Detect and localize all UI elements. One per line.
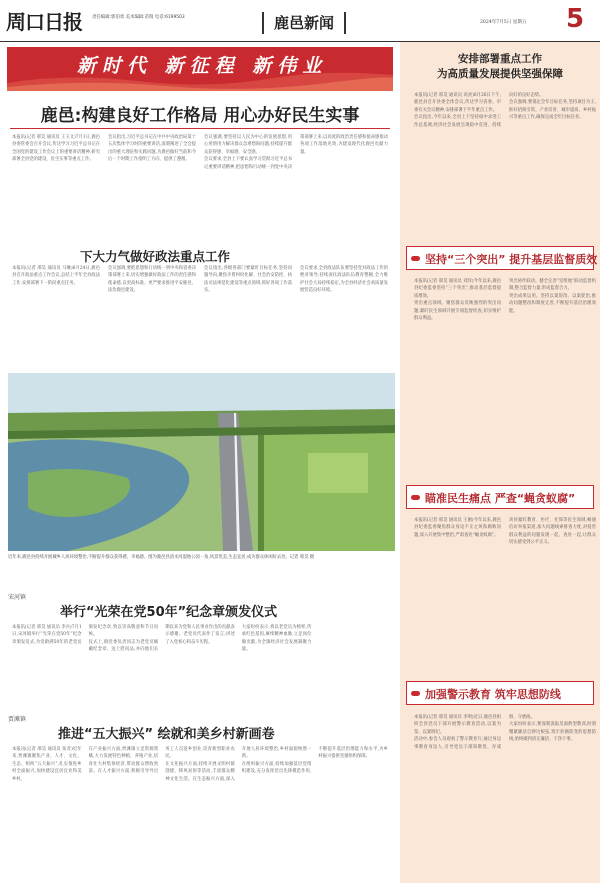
paragraph: 突出重点领域。聚焦群众反映强烈的突出问题,紧盯民生领域开展专项监督检查,切实维护群众利益。 xyxy=(414,301,501,322)
photo-caption: 近年来,鹿邑县持续开展城乡人居环境整治,不断提升群众获得感、幸福感。图为鹿邑县清水河湿地公园一角,风景优美,生态宜居,成为群众休闲好去处。记者 邢昊 摄 xyxy=(8,555,315,560)
paragraph: 会议强调,要锚定全年目标任务,坚持项目为王,抓好招商引资、产业培育、城市提质、乡村振兴等重点工作,确保完成全年目标任务。 xyxy=(509,100,596,121)
section-header-title: 瞄准民生痛点 严查“蝇贪蚁腐” xyxy=(425,492,576,505)
headline-line: 安排部署重点工作 xyxy=(458,53,542,65)
aerial-photo xyxy=(8,373,395,551)
sub-headline: 下大力气做好政法重点工作 xyxy=(80,249,231,264)
paragraph: 大家纷纷表示,要深刻汲取反面典型教训,时刻绷紧廉洁自律这根弦,筑牢拒腐防变的思想防线,始终做到清正廉洁、干净干事。 xyxy=(509,722,596,743)
revival-headline: 推进“五大振兴” 绘就和美乡村新画卷 xyxy=(58,727,275,742)
banner xyxy=(7,47,393,91)
headline-line: 为高质量发展提供坚强保障 xyxy=(437,68,563,80)
location-tag: 宋河镇 xyxy=(8,594,27,601)
paragraph: 会议指出,各级各部门要紧盯目标任务,坚持问题导向,聚焦矛盾纠纷化解、社会治安防控、执法司法规范化建设等重点领域,抓好各项工作落实。 xyxy=(204,266,292,294)
paragraph: 活动中,参会人员观看了警示教育片,通过身边事教育身边人,引导党员干部知敬畏、存戒惧、守底线。 xyxy=(414,715,535,750)
paragraph: 本报讯(记者 邢昊 通讯员 李明)近日,鹿邑县组织全县党员干部开展警示教育活动,以案为鉴、以案明纪。 xyxy=(414,715,501,735)
paragraph: 本报讯(记者 邢昊 通讯员 李兵)7月1日,宋河镇举行“光荣在党50年”纪念章颁发仪式,为党龄满50年的老党员颁发纪念章,致以崇高敬意和节日问候。 xyxy=(12,625,159,645)
right-lead-headline xyxy=(404,52,596,82)
paragraph: 本报讯(记者 邢昊 通讯员 王刚)今年以来,鹿邑县纪委监委聚焦群众身边不正之风和腐败问题,深入开展集中整治,严肃查处“蝇贪蚁腐”。 xyxy=(414,518,501,538)
section-header-title: 坚持“三个突出” 提升基层监督质效 xyxy=(425,253,598,266)
right-article-body xyxy=(414,278,596,444)
paragraph: 在组织振兴方面,持续加强基层党组织建设,充分发挥党员先锋模范作用,不断提升基层治理能力和水平,为乡村振兴提供坚强组织保障。 xyxy=(241,747,388,775)
section-header xyxy=(406,246,598,270)
right-lead-body xyxy=(414,92,596,234)
paragraph: 会议指出,习近平总书记在中共中央政治局第十五次集体学习时的重要讲话,深刻阐述了全会提出的重大理论和实践问题,为鹿邑做好当前和今后一个时期工作指明了方向、提供了遵循。 xyxy=(108,135,196,163)
section-title: 鹿邑新闻 xyxy=(262,12,346,34)
paragraph: 本报讯(记者 邢昊 通讯员 刘洋)今年以来,鹿邑县纪委监委坚持“三个突出”,推动基层监督提质增效。 xyxy=(414,279,501,299)
medal-headline: 举行“光荣在党50年”纪念章颁发仪式 xyxy=(60,605,278,620)
right-article-body xyxy=(414,714,596,880)
bullet-icon xyxy=(411,256,420,261)
banner-slogan: 新时代 新征程 新伟业 xyxy=(77,55,328,77)
section-header xyxy=(406,485,594,509)
paragraph: 仪式上,镇党委负责同志为老党员佩戴纪念章、送上慰问品,并向他们长期以来为党和人民事业作出的贡献表示感谢。老党员代表作了发言,讲述了入党初心和奋斗历程。 xyxy=(88,625,235,653)
paragraph: 会议强调,要把思想和行动统一到中央和省委决策部署上来,切实增强做好政法工作的责任感和使命感,以更高标准、更严要求推进平安鹿邑、法治鹿邑建设。 xyxy=(108,266,196,294)
paragraph: 本报讯(记者 邢昊 通讯员 王玉文)7月1日,鹿邑县委常委会召开会议,传达学习习近平总书记在全国党的建设工作会议上的重要讲话精神,研究部署全县党的建设、民生实事等重点工作。 xyxy=(12,135,100,163)
divider xyxy=(10,128,390,129)
paragraph: 在文化振兴方面,持续开展文明村镇创建、移风易俗等活动,丰富群众精神文化生活。在生态振兴方面,深入开展人居环境整治,乡村面貌焕然一新。 xyxy=(165,747,312,782)
newspaper-logo: 周口日报 xyxy=(6,10,82,34)
paragraph: 会议要求,全县政法队伍要坚持党对政法工作的绝对领导,持续深化政法队伍教育整顿,全力维护社会大局持续稳定,为全县经济社会高质量发展营造良好环境。 xyxy=(300,266,388,294)
location-tag: 贾滩镇 xyxy=(8,716,27,723)
sub-article-body xyxy=(12,265,388,365)
paragraph: 在产业振兴方面,贾滩镇立足资源禀赋,大力发展特色种植、养殖产业,培育壮大村集体经济,带动群众增收致富。在人才振兴方面,积极引导外出务工人员返乡创业,培育新型职业农民。 xyxy=(88,747,235,775)
paragraph: 会议强调,要坚持以人民为中心的发展思想,用心用情用力解决群众急难愁盼问题,持续提升群众获得感、幸福感、安全感。 xyxy=(204,135,292,155)
paragraph: 突出成果运用。坚持以案促改、以案促治,推动问题整改和制度完善,不断提升基层治理效能。 xyxy=(509,293,596,314)
medal-article-body xyxy=(12,624,388,698)
paragraph: 该县紧盯教育、医疗、社保等民生领域,畅通信访举报渠道,加大问题线索排查力度,对侵害群众利益的问题发现一起、查处一起,让群众切实感受到公平正义。 xyxy=(509,518,596,546)
paragraph: 会议指出,今年以来,全县上下坚持稳中求进工作总基调,经济社会发展呈现稳中有进、持续向好的良好态势。 xyxy=(414,93,544,128)
page-number: 5 xyxy=(566,4,585,34)
section-header xyxy=(406,681,594,705)
section-header-title: 加强警示教育 筑牢思想防线 xyxy=(425,688,561,701)
paragraph: 本报讯(记者 邢昊 通讯员 张奇)近年来,贾滩镇聚焦产业、人才、文化、生态、组织“五大振兴”,扎实推进乡村全面振兴,加快建设宜居宜业和美乡村。 xyxy=(12,747,82,782)
paragraph: 本报讯(记者 邢昊 通讯员 高亮)6月26日下午,鹿邑县召开县委全体会议,传达学习省委、市委有关会议精神,安排部署下半年重点工作。 xyxy=(414,93,501,113)
bullet-icon xyxy=(411,495,420,500)
lead-headline: 鹿邑:构建良好工作格局 用心办好民生实事 xyxy=(40,106,360,126)
dateline: 2024年7月5日 星期五 xyxy=(480,20,527,25)
right-article-body xyxy=(414,517,596,651)
paragraph: 会议要求,全县上下要认真学习贯彻习近平总书记重要讲话精神,把思想和行动统一到党中央决策部署上来,以高度的政治责任感和使命感推动各项工作落地见效,为建设现代化鹿邑贡献力量。 xyxy=(204,135,388,170)
lead-article-body xyxy=(12,134,388,234)
revival-article-body xyxy=(12,746,388,880)
paragraph: 大家纷纷表示,将以老党员为榜样,传承红色基因,赓续精神血脉,立足岗位做贡献,为全镇经济社会发展凝聚力量。 xyxy=(241,625,312,653)
paragraph: 突出协作联动。健全完善“室组地”联动监督机制,整合监督力量,形成监督合力。 xyxy=(509,279,596,292)
paragraph: 本报讯(记者 邢昊 通讯员 马琳)6月24日,鹿邑县召开政法重点工作会议,总结上半年全县政法工作,安排部署下一阶段重点任务。 xyxy=(12,266,100,286)
editors-line: 责任编辑:郭伯勇 美术编辑:苗瑞 电话:6199503 xyxy=(92,15,185,20)
bullet-icon xyxy=(411,691,420,696)
